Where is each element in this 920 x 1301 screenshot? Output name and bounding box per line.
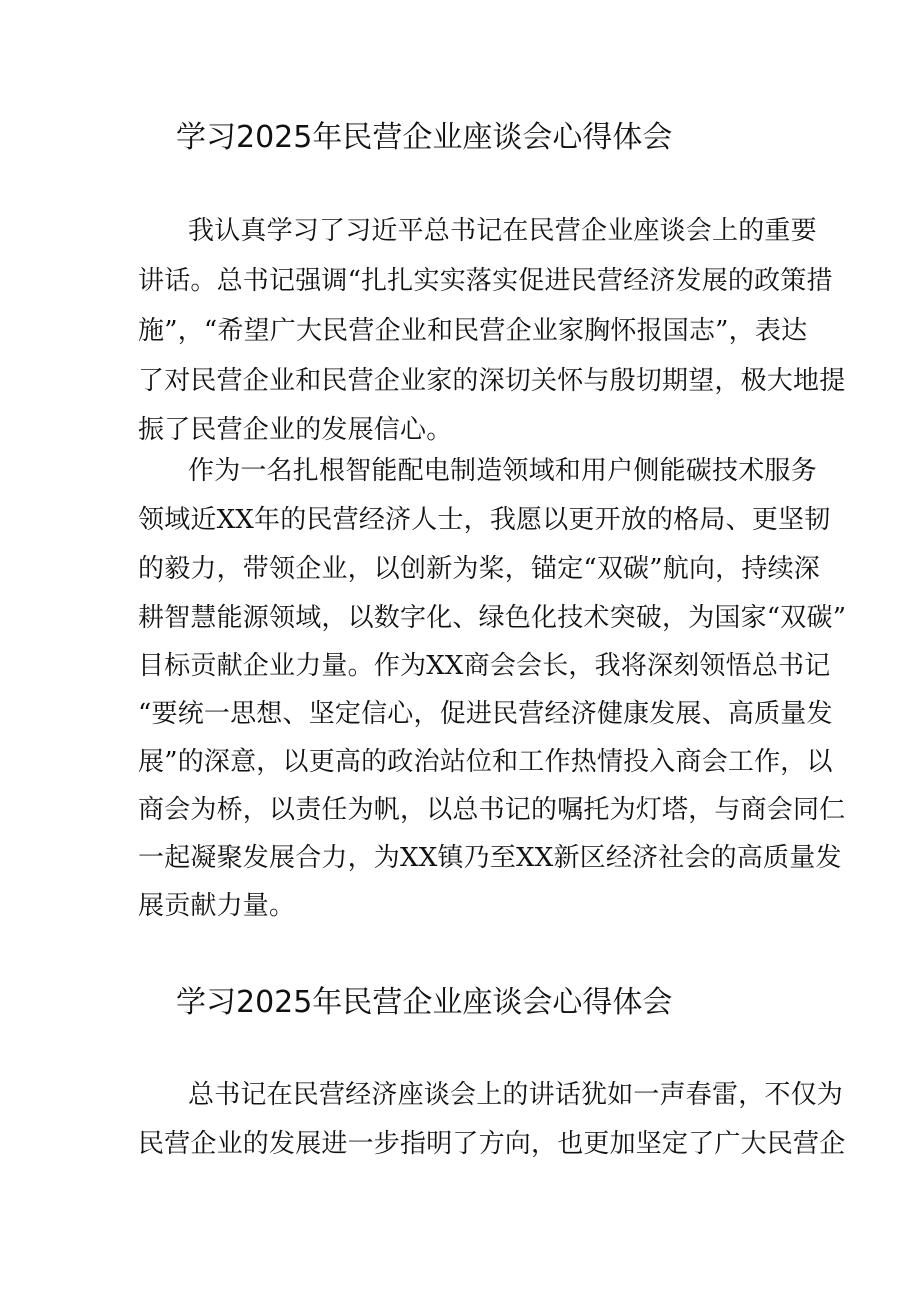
paragraph-line: 目标贡献企业力量。作为XX商会会长，我将深刻领悟总书记 — [138, 651, 831, 681]
section-title: 学习2025年民营企业座谈会心得体会 — [176, 120, 673, 155]
paragraph-line: 展贡献力量。 — [138, 891, 296, 921]
section-title: 学习2025年民营企业座谈会心得体会 — [176, 985, 673, 1020]
paragraph-line: 领域近XX年的民营经济人士，我愿以更开放的格局、更坚韧 — [138, 505, 831, 535]
paragraph-line: 民营企业的发展进一步指明了方向，也更加坚定了广大民营企 — [138, 1129, 846, 1159]
paragraph-line: 商会为桥，以责任为帆，以总书记的嘱托为灯塔，与商会同仁 — [138, 795, 846, 825]
paragraph-line: 耕智慧能源领域，以数字化、绿色化技术突破，为国家“双碳” — [138, 603, 847, 633]
paragraph-line: 讲话。总书记强调“扎扎实实落实促进民营经济发展的政策措 — [138, 266, 833, 296]
paragraph-line: 我认真学习了习近平总书记在民营企业座谈会上的重要 — [188, 216, 817, 246]
paragraph-line: 施”，“希望广大民营企业和民营企业家胸怀报国志”，表达 — [138, 316, 808, 346]
paragraph-line: 作为一名扎根智能配电制造领域和用户侧能碳技术服务 — [188, 456, 817, 486]
paragraph-line: 振了民营企业的发展信心。 — [138, 415, 453, 445]
paragraph-line: 展”的深意，以更高的政治站位和工作热情投入商会工作，以 — [138, 747, 833, 777]
paragraph-line: 一起凝聚发展合力，为XX镇乃至XX新区经济社会的高质量发 — [138, 843, 842, 873]
paragraph-line: 的毅力，带领企业，以创新为桨，锚定“双碳”航向，持续深 — [138, 554, 820, 584]
paragraph-line: 总书记在民营经济座谈会上的讲话犹如一声春雷，不仅为 — [188, 1080, 844, 1110]
paragraph-line: “要统一思想、坚定信心，促进民营经济健康发展、高质量发 — [138, 699, 833, 729]
paragraph-line: 了对民营企业和民营企业家的深切关怀与殷切期望，极大地提 — [138, 366, 846, 396]
